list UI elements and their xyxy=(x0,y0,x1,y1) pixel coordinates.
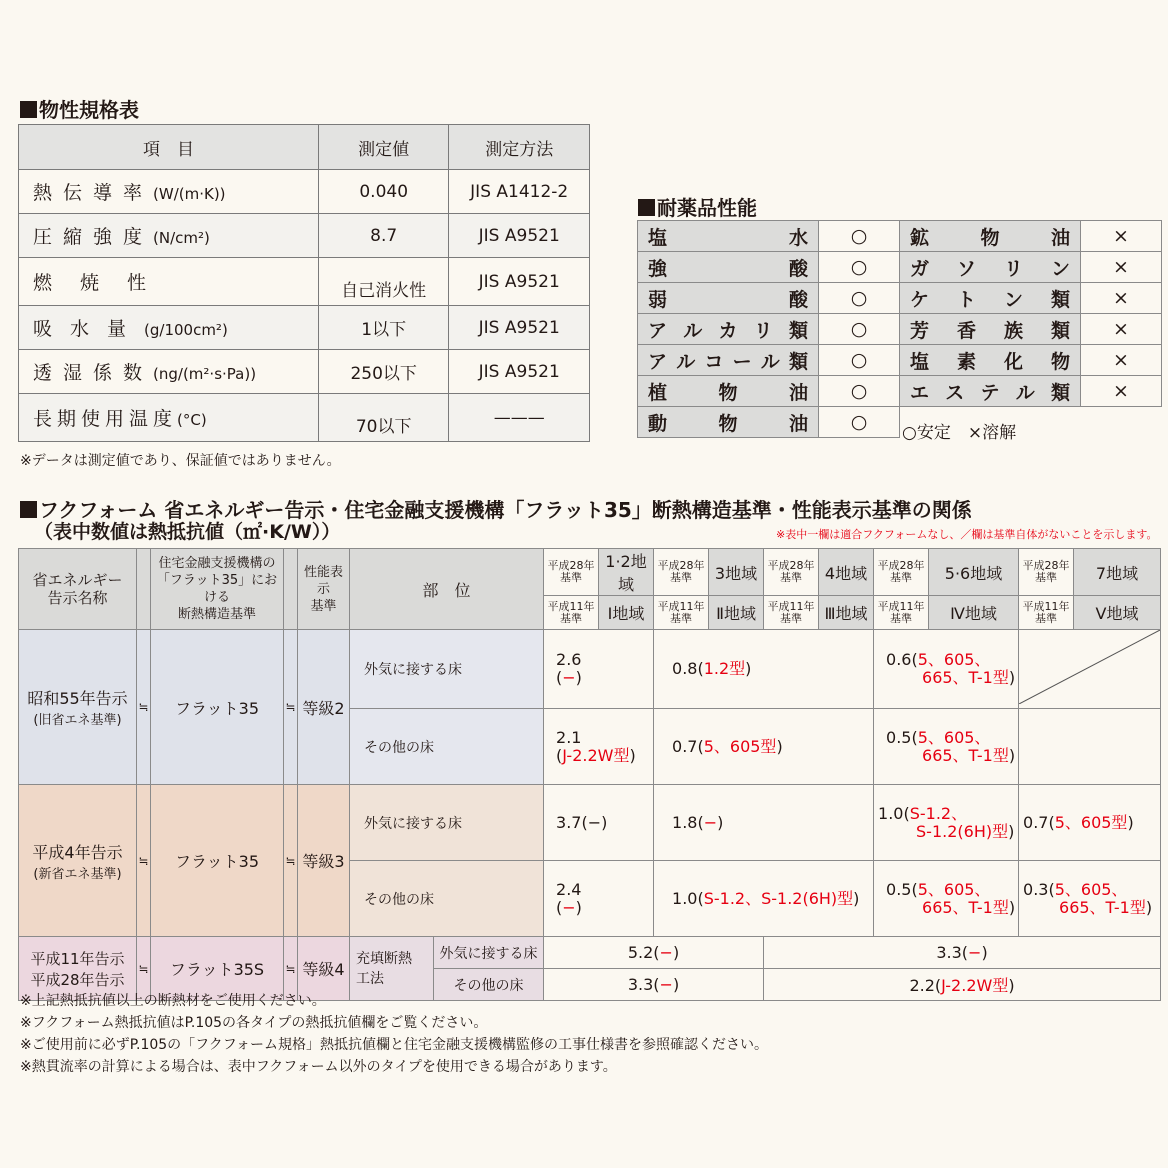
chem-name: ケ ト ン 類 xyxy=(910,288,1070,311)
spec-note: ※データは測定値であり、保証値ではありません。 xyxy=(20,453,341,469)
chem-row xyxy=(638,345,900,376)
value-region-56: 1.0(S-1.2、 S-1.2(6H)型) xyxy=(874,785,1019,861)
chem-mark: ○ xyxy=(819,314,900,345)
chem-name: 動 物 油 xyxy=(648,412,808,435)
footnote-1: ※上記熱抵抗値以上の断熱材をご使用ください。 xyxy=(20,993,326,1009)
part-label: 外気に接する床 xyxy=(434,937,544,969)
chem-legend: ○安定 ×溶解 xyxy=(902,423,1017,443)
part-label: その他の床 xyxy=(434,969,544,1001)
kokuji-sub: (新省エネ基準) xyxy=(33,866,122,882)
spec-item-method: ——— xyxy=(449,394,590,442)
chem-row xyxy=(638,376,900,407)
part-method-label: 充填断熱 工法 xyxy=(350,937,434,1001)
header-kokuji: 省エネルギー 告示名称 xyxy=(19,549,137,630)
chem-mark: ○ xyxy=(819,376,900,407)
kokuji-name: 昭和55年告示 xyxy=(27,689,128,708)
diagonal-slash-icon xyxy=(1019,630,1160,704)
kokuji-name-cell xyxy=(19,785,137,937)
header-h28: 平成28年 基準 xyxy=(764,549,819,596)
spec-item-method: JIS A9521 xyxy=(449,214,590,258)
kokuji-name: 平成4年告示 xyxy=(32,842,123,862)
relation-subtitle: （表中数値は熱抵抗値（㎡·K/W）） xyxy=(34,521,341,543)
chem-name: ガ ソ リ ン xyxy=(910,257,1070,280)
approx-equal-icon: ≒ xyxy=(137,630,151,785)
part-label: 外気に接する床 xyxy=(350,630,544,709)
spec-item-unit: (ng/(m²·s·Pa)) xyxy=(153,365,257,383)
value-region-34: 0.7(5、605型) xyxy=(654,709,874,785)
value-region-34: 0.8(1.2型) xyxy=(654,630,874,709)
chem-mark: ○ xyxy=(819,345,900,376)
part-label: その他の床 xyxy=(350,861,544,937)
chem-table-right xyxy=(899,220,1162,407)
kokuji-sub: 平成28年告示 xyxy=(30,970,125,989)
approx-equal-icon: ≒ xyxy=(284,630,298,785)
footnote-2: ※フクフォーム熱抵抗値はP.105の各タイプの熱抵抗値欄をご覧ください。 xyxy=(20,1015,488,1031)
spec-item-value: 1以下 xyxy=(318,306,449,350)
approx-equal-icon: ≒ xyxy=(284,785,298,937)
part-label: その他の床 xyxy=(350,709,544,785)
spec-item-unit: (W/(m·K)) xyxy=(153,185,226,203)
spec-row xyxy=(19,350,590,394)
header-h28: 平成28年 基準 xyxy=(1019,549,1074,596)
spec-item-method: JIS A9521 xyxy=(449,350,590,394)
spec-item-value: 自己消火性 xyxy=(318,258,449,306)
value-region-7: 0.3(5、605、 665、T-1型) xyxy=(1019,861,1161,937)
grade-value: 等級4 xyxy=(298,937,350,1001)
footnote-4: ※熱貫流率の計算による場合は、表中フクフォーム以外のタイプを使用できる場合があります。 xyxy=(20,1059,617,1075)
flat35-value: フラット35 xyxy=(151,785,284,937)
header-h11: 平成11年 基準 xyxy=(544,596,599,630)
chem-row xyxy=(900,221,1162,252)
table-row xyxy=(19,785,1161,861)
chem-row xyxy=(638,283,900,314)
spec-item-name: 熱伝導率 xyxy=(33,182,154,204)
spec-item-value: 0.040 xyxy=(318,170,449,214)
spec-item-method: JIS A9521 xyxy=(449,306,590,350)
spec-item-name: 圧縮強度 xyxy=(33,226,154,248)
chem-row xyxy=(900,345,1162,376)
chem-row xyxy=(638,221,900,252)
chem-name: 強 酸 xyxy=(648,257,808,280)
spec-item-method: JIS A9521 xyxy=(449,258,590,306)
chem-mark: ○ xyxy=(819,283,900,314)
value-region-56: 0.5(5、605、 665、T-1型) xyxy=(874,861,1019,937)
value-region-34: 1.0(S-1.2、S-1.2(6H)型) xyxy=(654,861,874,937)
relation-section-title: フクフォーム 省エネルギー告示・住宅金融支援機構「フラット35」断熱構造基準・性能表示基準の関係 xyxy=(20,494,972,523)
square-bullet-icon xyxy=(20,101,37,118)
header-region-12: 1·2地域 xyxy=(599,549,654,596)
chem-mark: ○ xyxy=(819,252,900,283)
value-region-12: 2.4 (−) xyxy=(544,861,654,937)
relation-table xyxy=(18,548,1161,1001)
header-region-56: 5·6地域 xyxy=(929,549,1019,596)
header-region-II: Ⅱ地域 xyxy=(709,596,764,630)
chem-name: 植 物 油 xyxy=(648,381,808,404)
value-region-4-7: 3.3(−) xyxy=(764,937,1161,969)
chem-mark: × xyxy=(1081,283,1162,314)
spec-row xyxy=(19,306,590,350)
header-region-IV: Ⅳ地域 xyxy=(929,596,1019,630)
chem-table-left xyxy=(637,220,900,438)
footnote-3: ※ご使用前に必ずP.105の「フクフォーム規格」熱抵抗値欄と住宅金融支援機構監修の工事仕様書を参照確認ください。 xyxy=(20,1037,769,1053)
header-part: 部 位 xyxy=(350,549,544,630)
chem-name: 塩 水 xyxy=(648,226,808,249)
header-region-I: Ⅰ地域 xyxy=(599,596,654,630)
spec-header-item: 項 目 xyxy=(19,125,319,170)
chem-mark: ○ xyxy=(819,407,900,438)
spec-row xyxy=(19,170,590,214)
spec-item-name: 吸水量 xyxy=(33,318,145,340)
kokuji-name-cell xyxy=(19,630,137,785)
approx-equal-icon: ≒ xyxy=(137,785,151,937)
spec-item-name: 燃焼性 xyxy=(33,272,175,294)
spec-row xyxy=(19,214,590,258)
spec-item-unit: (g/100cm²) xyxy=(144,321,228,339)
chem-mark: × xyxy=(1081,345,1162,376)
spec-item-unit: (°C) xyxy=(177,411,207,429)
chem-mark: × xyxy=(1081,252,1162,283)
value-region-4-7: 2.2(J-2.2W型) xyxy=(764,969,1161,1001)
header-grade: 性能表示 基準 xyxy=(298,549,350,630)
approx-equal-icon: ≒ xyxy=(284,937,298,1001)
value-region-12: 2.1 (J-2.2W型) xyxy=(544,709,654,785)
header-region-3: 3地域 xyxy=(709,549,764,596)
chem-mark: × xyxy=(1081,314,1162,345)
spec-table xyxy=(18,124,590,442)
chem-name: ア ル コ ー ル 類 xyxy=(648,350,808,373)
spec-item-name: 長期使用温度 xyxy=(33,408,178,430)
square-bullet-icon xyxy=(20,501,37,518)
spec-section-title: 物性規格表 xyxy=(20,94,139,123)
chem-row xyxy=(900,376,1162,407)
spec-item-value: 250以下 xyxy=(318,350,449,394)
grade-value: 等級3 xyxy=(298,785,350,937)
header-flat35: 住宅金融支援機構の 「フラット35」における 断熱構造基準 xyxy=(151,549,284,630)
header-h28: 平成28年 基準 xyxy=(874,549,929,596)
chem-row xyxy=(638,407,900,438)
chem-mark: × xyxy=(1081,221,1162,252)
value-region-12: 3.7(−) xyxy=(544,785,654,861)
spec-row xyxy=(19,258,590,306)
header-region-III: Ⅲ地域 xyxy=(819,596,874,630)
flat35-value: フラット35 xyxy=(151,630,284,785)
header-region-4: 4地域 xyxy=(819,549,874,596)
value-region-56: 0.6(5、605、 665、T-1型) xyxy=(874,630,1019,709)
value-region-34: 1.8(−) xyxy=(654,785,874,861)
value-region-1-3: 5.2(−) xyxy=(544,937,764,969)
spec-item-method: JIS A1412-2 xyxy=(449,170,590,214)
chem-name: 鉱 物 油 xyxy=(910,226,1070,249)
kokuji-name: 平成11年告示 xyxy=(30,949,125,968)
header-h11: 平成11年 基準 xyxy=(764,596,819,630)
chem-name: 芳 香 族 類 xyxy=(910,319,1070,342)
value-region-12: 2.6 (−) xyxy=(544,630,654,709)
chem-row xyxy=(900,283,1162,314)
table-row xyxy=(19,937,1161,969)
chem-name: エ ス テ ル 類 xyxy=(910,381,1070,404)
spec-item-value: 8.7 xyxy=(318,214,449,258)
header-h28: 平成28年 基準 xyxy=(654,549,709,596)
spec-header-method: 測定方法 xyxy=(449,125,590,170)
chem-mark: × xyxy=(1081,376,1162,407)
spec-item-value: 70以下 xyxy=(318,394,449,442)
part-label: 外気に接する床 xyxy=(350,785,544,861)
value-region-7-na xyxy=(1019,630,1161,709)
relation-note-red: ※表中一欄は適合フクフォームなし、／欄は基準自体がないことを示します。 xyxy=(776,528,1158,541)
square-bullet-icon xyxy=(638,199,655,216)
header-h11: 平成11年 基準 xyxy=(1019,596,1074,630)
header-region-7: 7地域 xyxy=(1074,549,1161,596)
chem-row xyxy=(900,314,1162,345)
chem-mark: ○ xyxy=(819,221,900,252)
spec-header-value: 測定値 xyxy=(318,125,449,170)
value-region-7: 0.7(5、605型) xyxy=(1019,785,1161,861)
chem-row xyxy=(638,252,900,283)
spec-item-unit: (N/cm²) xyxy=(153,229,210,247)
chem-name: 弱 酸 xyxy=(648,288,808,311)
kokuji-sub: (旧省エネ基準) xyxy=(33,713,122,728)
approx-equal-icon: ≒ xyxy=(137,937,151,1001)
header-h11: 平成11年 基準 xyxy=(874,596,929,630)
header-region-V: Ⅴ地域 xyxy=(1074,596,1161,630)
chem-name: ア ル カ リ 類 xyxy=(648,319,808,342)
header-h11: 平成11年 基準 xyxy=(654,596,709,630)
grade-value: 等級2 xyxy=(298,630,350,785)
flat35s-value: フラット35S xyxy=(151,937,284,1001)
table-row xyxy=(19,630,1161,709)
value-region-56: 0.5(5、605、 665、T-1型) xyxy=(874,709,1019,785)
spec-item-name: 透湿係数 xyxy=(33,362,154,384)
chem-name: 塩 素 化 物 xyxy=(910,350,1070,373)
value-region-1-3: 3.3(−) xyxy=(544,969,764,1001)
spec-row xyxy=(19,394,590,442)
header-h28: 平成28年 基準 xyxy=(544,549,599,596)
chem-row xyxy=(900,252,1162,283)
chem-section-title: 耐薬品性能 xyxy=(638,192,757,221)
chem-row xyxy=(638,314,900,345)
